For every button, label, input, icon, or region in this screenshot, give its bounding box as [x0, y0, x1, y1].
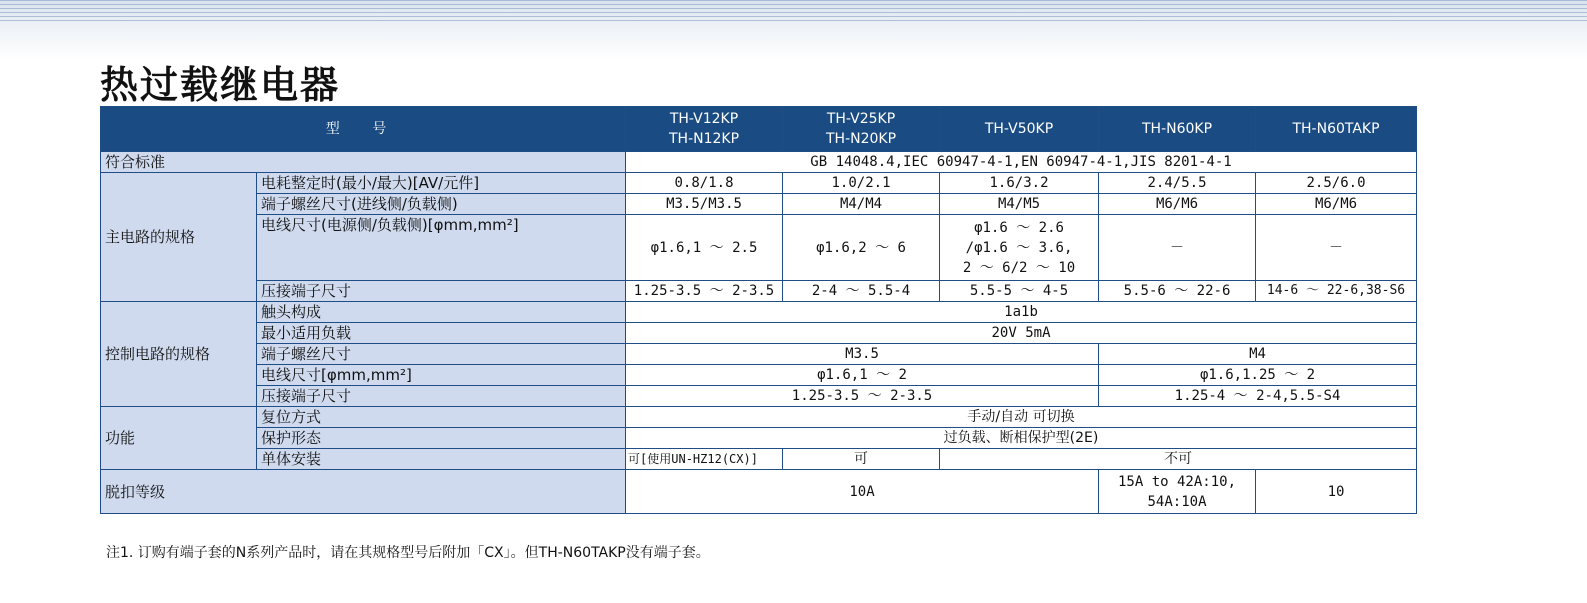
- header-stripes: [0, 0, 1587, 22]
- row-label-wire: 电线尺寸[φmm,mm²]: [257, 365, 626, 386]
- group-label-function: 功能: [101, 407, 257, 470]
- cell-value: －: [1256, 215, 1417, 281]
- cell-line: 15A to 42A:10,: [1118, 473, 1237, 490]
- cell-line: φ1.6 ～ 2.6: [974, 219, 1064, 236]
- table-row: [101, 215, 1417, 281]
- cell-line: 54A:10A: [1147, 493, 1207, 510]
- table-row: [101, 407, 1417, 428]
- model-name: TH-N60KP: [1141, 121, 1213, 137]
- standard-value: GB 14048.4,IEC 60947-4-1,EN 60947-4-1,JIS 8201-4-1: [626, 152, 1417, 173]
- cell-line: 2 ～ 6/2 ～ 10: [962, 259, 1076, 276]
- row-label-crimp: 压接端子尺寸: [257, 386, 626, 407]
- cell-value: 10: [1256, 470, 1417, 514]
- cell-value: M4/M4: [783, 194, 940, 215]
- model-name: TH-N60TAKP: [1292, 121, 1380, 137]
- cell-value: 2.4/5.5: [1099, 173, 1256, 194]
- footnote: 注1. 订购有端子套的N系列产品时，请在其规格型号后附加「CX」。但TH-N60TAKP没有端子套。: [106, 545, 710, 561]
- table-row: [101, 470, 1417, 514]
- cell-value: φ1.6,1 ～ 2: [626, 365, 1099, 386]
- cell-value: 手动/自动 可切换: [626, 407, 1417, 428]
- row-label-crimp: 压接端子尺寸: [257, 281, 626, 302]
- cell-value: M3.5: [626, 344, 1099, 365]
- model-col-3: [940, 107, 1099, 152]
- table-row: [101, 281, 1417, 302]
- model-col-4: [1099, 107, 1256, 152]
- spec-table: [100, 106, 1417, 514]
- table-row: [101, 194, 1417, 215]
- group-label-main-circuit: 主电路的规格: [101, 173, 257, 302]
- table-row: [101, 323, 1417, 344]
- cell-value: M6/M6: [1099, 194, 1256, 215]
- cell-value: φ1.6,1.25 ～ 2: [1099, 365, 1417, 386]
- cell-value: 14-6 ～ 22-6,38-S6: [1256, 281, 1417, 302]
- table-row: [101, 365, 1417, 386]
- table-row: [101, 152, 1417, 173]
- model-col-2: [783, 107, 940, 152]
- table-header-row: [101, 107, 1417, 152]
- model-name: TH-V50KP: [984, 121, 1054, 137]
- row-label-screw: 端子螺丝尺寸: [257, 344, 626, 365]
- cell-value: －: [1099, 215, 1256, 281]
- table-row: [101, 173, 1417, 194]
- model-name: TH-V25KP: [826, 111, 896, 127]
- row-label-standard: 符合标准: [101, 152, 626, 173]
- cell-value: 过负载、断相保护型(2E): [626, 428, 1417, 449]
- row-label-screw: 端子螺丝尺寸(进线侧/负载侧): [257, 194, 626, 215]
- cell-value: M6/M6: [1256, 194, 1417, 215]
- cell-value: M3.5/M3.5: [626, 194, 783, 215]
- table-row: [101, 428, 1417, 449]
- model-label: 型 号: [101, 107, 626, 152]
- cell-value: 1.25-3.5 ～ 2-3.5: [626, 386, 1099, 407]
- model-name: TH-N12KP: [668, 131, 740, 147]
- cell-value: 1a1b: [626, 302, 1417, 323]
- model-col-1: [626, 107, 783, 152]
- row-label-min-load: 最小适用负载: [257, 323, 626, 344]
- row-label-contact: 触头构成: [257, 302, 626, 323]
- cell-line: /φ1.6 ～ 3.6,: [965, 239, 1073, 256]
- row-label-wire: 电线尺寸(电源侧/负载侧)[φmm,mm²]: [257, 215, 626, 281]
- cell-value: M4/M5: [940, 194, 1099, 215]
- cell-value-multiline: [1099, 470, 1256, 514]
- cell-value: 1.0/2.1: [783, 173, 940, 194]
- row-label-trip-class: 脱扣等级: [101, 470, 626, 514]
- table-row: [101, 302, 1417, 323]
- cell-value: 1.25-3.5 ～ 2-3.5: [626, 281, 783, 302]
- table-row: [101, 344, 1417, 365]
- row-label-setting: 电耗整定时(最小/最大)[AV/元件]: [257, 173, 626, 194]
- cell-value: 20V 5mA: [626, 323, 1417, 344]
- table-row: [101, 386, 1417, 407]
- cell-value-multiline: [940, 215, 1099, 281]
- row-label-standalone: 单体安装: [257, 449, 626, 470]
- cell-value: 10A: [626, 470, 1099, 514]
- cell-value: 2-4 ～ 5.5-4: [783, 281, 940, 302]
- cell-value: 1.25-4 ～ 2-4,5.5-S4: [1099, 386, 1417, 407]
- cell-value: 5.5-5 ～ 4-5: [940, 281, 1099, 302]
- row-label-reset: 复位方式: [257, 407, 626, 428]
- row-label-protection: 保护形态: [257, 428, 626, 449]
- model-col-5: [1256, 107, 1417, 152]
- cell-value: 1.6/3.2: [940, 173, 1099, 194]
- cell-value: 可[使用UN-HZ12(CX)]: [626, 449, 783, 470]
- group-label-control-circuit: 控制电路的规格: [101, 302, 257, 407]
- cell-value: 0.8/1.8: [626, 173, 783, 194]
- cell-value: 不可: [940, 449, 1417, 470]
- cell-value: 可: [783, 449, 940, 470]
- model-name: TH-N20KP: [825, 131, 897, 147]
- cell-value: 2.5/6.0: [1256, 173, 1417, 194]
- cell-value: M4: [1099, 344, 1417, 365]
- table-row: [101, 449, 1417, 470]
- cell-value: 5.5-6 ～ 22-6: [1099, 281, 1256, 302]
- cell-value: φ1.6,2 ～ 6: [783, 215, 940, 281]
- cell-value: φ1.6,1 ～ 2.5: [626, 215, 783, 281]
- model-name: TH-V12KP: [669, 111, 739, 127]
- page-title: 热过载继电器: [100, 63, 341, 107]
